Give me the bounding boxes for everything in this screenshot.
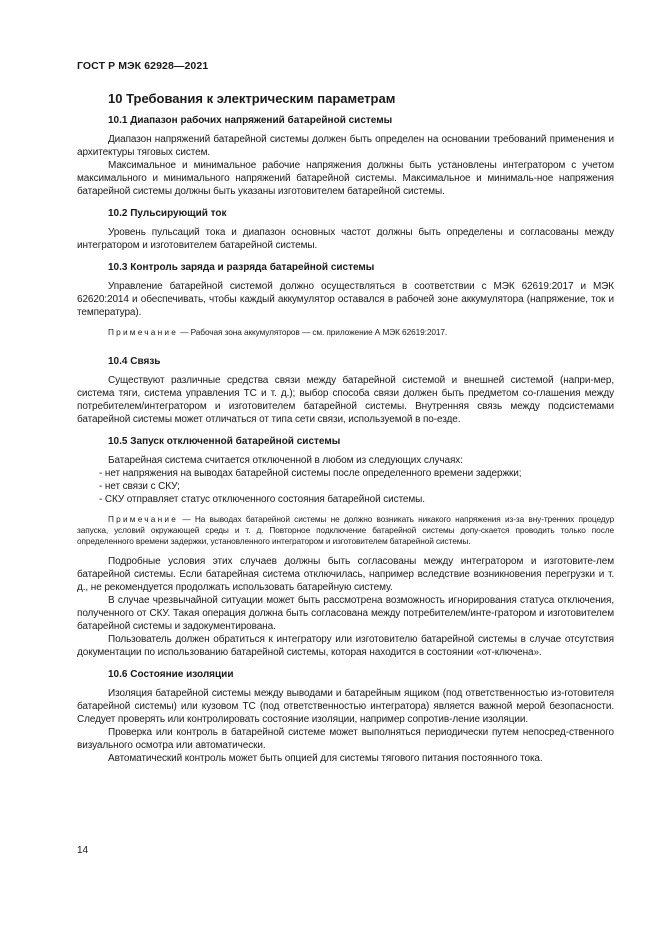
section-10-3	[77, 261, 614, 346]
section-heading: 10.5 Запуск отключенной батарейной системы	[108, 436, 341, 447]
section-heading: 10.6 Состояние изоляции	[108, 669, 234, 680]
section-title: 10 Требования к электрическим параметрам	[108, 91, 396, 106]
paragraph: Изоляция батарейной системы между выводами и батарейным ящиком (под ответственностью из-готовителя батарейной системы) или кузовом ТС (под ответственностью интегратора) является важной мерой безопасности. Следует проверять или контролировать состояние изоляции, например сопротив-ление изоляции.	[77, 688, 614, 725]
section-heading: 10.2 Пульсирующий ток	[108, 208, 227, 219]
paragraph: Управление батарейной системой должно осуществляться в соответствии с МЭК 62619:2017 и МЭК 62620:2014 и обеспечивать, чтобы каждый аккумулятор оставался в рабочей зоне аккумулятора (напряжение, ток и температура).	[77, 281, 614, 318]
paragraph: Автоматический контроль может быть опцией для системы тягового питания постоянного тока.	[108, 753, 543, 764]
section-10-6	[77, 668, 614, 765]
note-label: Примечание	[108, 327, 179, 337]
page-number: 14	[77, 845, 89, 856]
paragraph: Максимальное и минимальное рабочие напряжения должны быть установлены интегратором с учетом максимального и минимального напряжений батарейной системы. Максимальное и минималь-ное напряжения батарейной системы должны быть указаны изготовителем батарейной системы.	[77, 160, 614, 197]
note-label: Примечание	[108, 514, 179, 524]
paragraph: Батарейная система считается отключенной в любом из следующих случаях:	[108, 455, 463, 466]
paragraph: Подробные условия этих случаев должны быть согласованы между интегратором и изготовите-лем батарейной системы. Если батарейная система отключилась, например вследствие возникновения перегрузки и т. д., не рекомендуется продолжать использовать батарейную систему.	[77, 556, 614, 593]
document-body	[77, 90, 614, 774]
section-heading: 10.3 Контроль заряда и разряда батарейной системы	[108, 262, 375, 273]
section-10-4	[77, 355, 614, 426]
section-heading: 10.4 Связь	[108, 356, 161, 367]
note-text: — На выводах батарейной системы не должно возникать никакого напряжения из-за вну-тренних процедур запуска, условий окружающей среды и т. д. Повторное подключение батарейной системы допу-скается проводить только после определенного времени задержки, установленного интегратором и изготовителем батарейной системы.	[77, 514, 614, 546]
paragraph: В случае чрезвычайной ситуации может быть рассмотрена возможность игнорирования статуса отключения, полученного от СКУ. Такая операция должна быть согласована между потребителем/инте-гратором и изготовителем батарейной системы и задокументирована.	[77, 595, 614, 632]
section-heading: 10.1 Диапазон рабочих напряжений батарейной системы	[108, 115, 393, 126]
note-text: — Рабочая зона аккумуляторов — см. приложение А МЭК 62619:2017.	[178, 327, 448, 337]
paragraph: Уровень пульсаций тока и диапазон основных частот должны быть определены и согласованы между интегратором и изготовителем батарейной системы.	[77, 227, 614, 251]
section-10-2	[77, 207, 614, 252]
note	[77, 514, 614, 547]
document-header: ГОСТ Р МЭК 62928—2021	[77, 60, 209, 72]
list-item: - СКУ отправляет статус отключенного состояния батарейной системы.	[77, 493, 614, 506]
paragraph: Существуют различные средства связи между батарейной системой и внешней системой (напри-мер, система тяги, система управления ТС и т. д.); выбор способа связи должен быть предметом со-глашения между потребителем/интегратором и изготовителем батарейной системы. Внутренняя связь между подсистемами батарейной системы может отличаться от типа сети связи, используемой в по-езде.	[77, 375, 614, 425]
paragraph: Проверка или контроль в батарейной системе может выполняться периодически путем непосред-ственного визуального осмотра или автоматически.	[77, 727, 614, 751]
paragraph: Пользователь должен обратиться к интегратору или изготовителю батарейной системы в случае отсутствия документации по использованию батарейной системы, которая находится в состоянии «от-ключена».	[77, 634, 614, 658]
condition-list	[77, 467, 614, 506]
note	[77, 327, 614, 338]
section-10-5	[77, 435, 614, 659]
list-item: - нет связи с СКУ;	[77, 480, 614, 493]
paragraph: Диапазон напряжений батарейной системы должен быть определен на основании требований применения и архитектуры тяговых систем.	[77, 134, 614, 158]
list-item: - нет напряжения на выводах батарейной системы после определенного времени задержки;	[77, 467, 614, 480]
section-10-1	[77, 114, 614, 198]
